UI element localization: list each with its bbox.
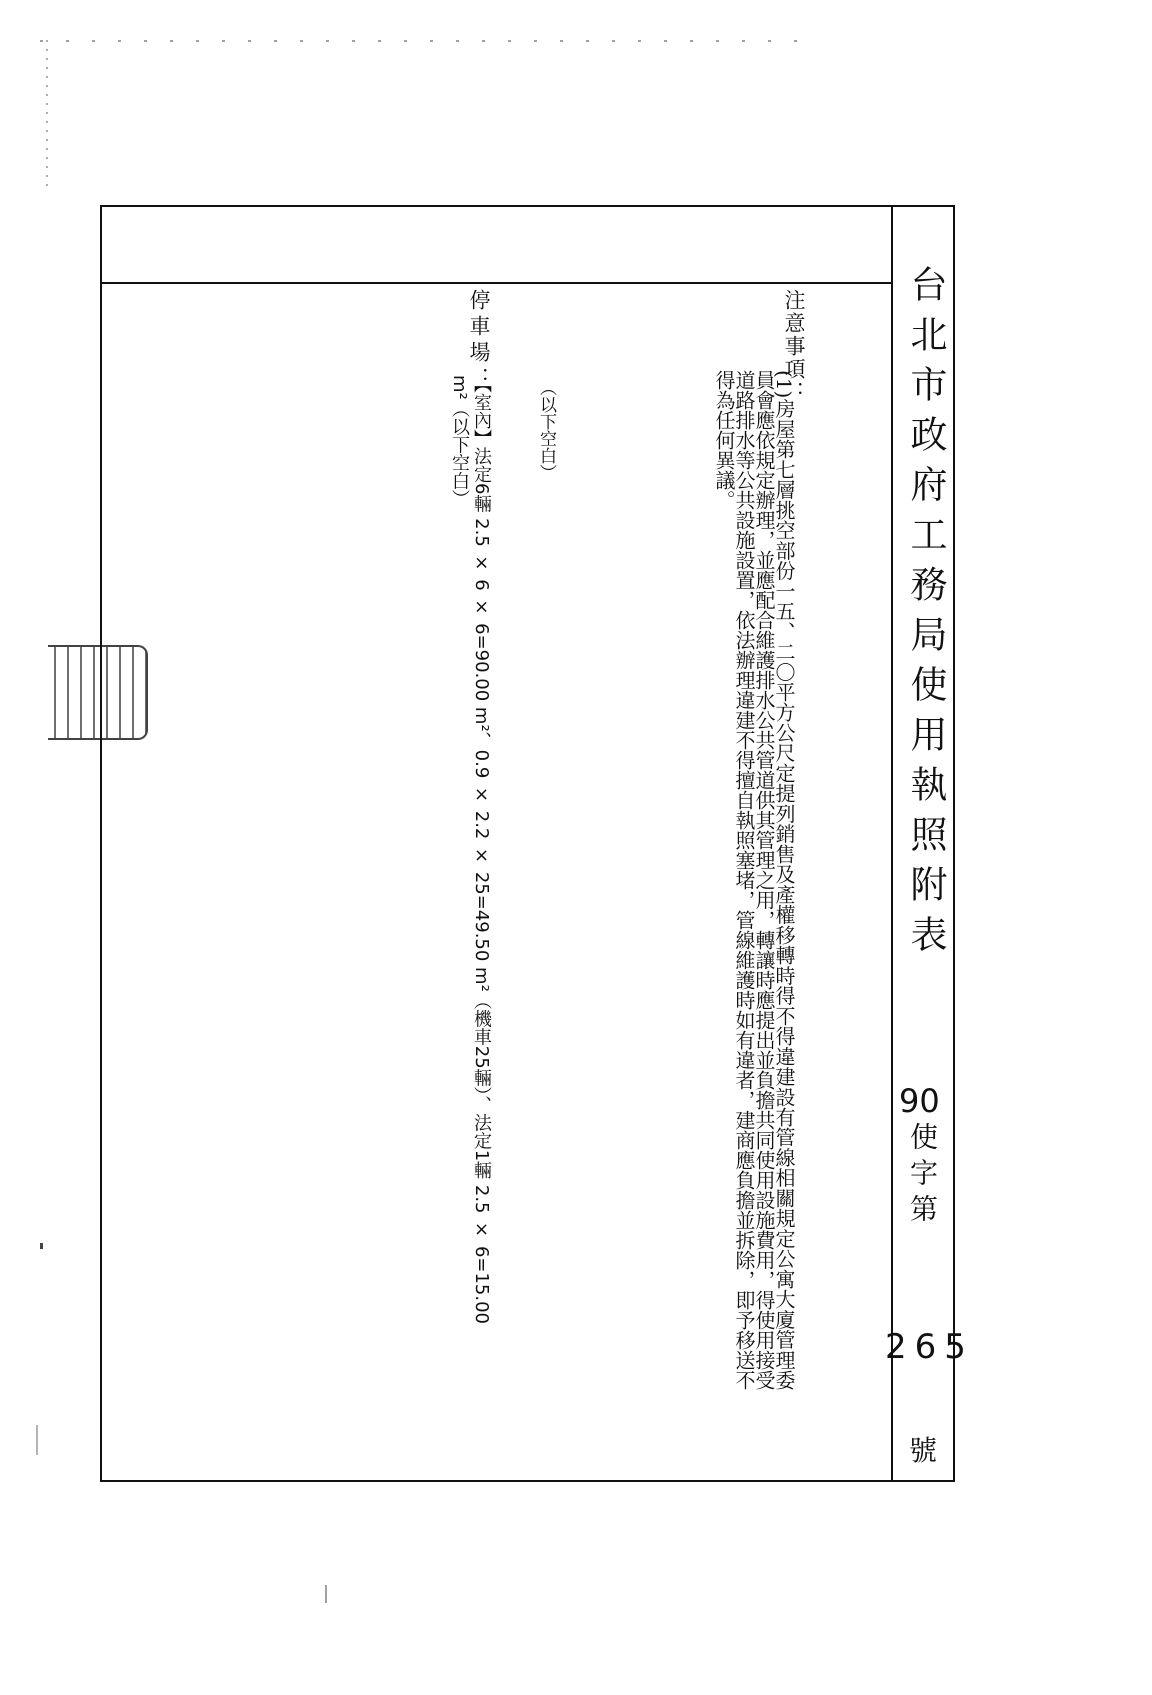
- notes-body: (1)房屋第七層挑空部份一五、二〇平方公尺定提列銷售及產權移轉時得不得違建設有管線相關規定公寓大廈管理委員會應依規定辦理，並應配合維護排水公共管道供其管理之用，轉讓時應提出並負擔共同使用設施費用，得使用接受道路排水等公共設施設置，依法辦理違建不得擅自執照塞堵，管線維護時如有違者，建商應負擔並拆除，即予移送不得為任何異議。: [712, 370, 796, 1390]
- parking-line-2: m²（以下空白）: [449, 375, 470, 508]
- document-number: 265: [885, 1327, 974, 1367]
- document-number-suffix: 號: [909, 1434, 938, 1467]
- scan-noise-left: [46, 40, 48, 190]
- parking-heading: 停車場：: [467, 289, 491, 393]
- document-title: 台北市政府工務局使用執照附表: [904, 265, 947, 965]
- scan-speck: [36, 1425, 38, 1455]
- title-column: [885, 207, 974, 1480]
- scan-noise-top: [40, 40, 820, 42]
- scan-speck: [325, 1585, 327, 1603]
- notes-blank-marker: （以下空白）: [536, 379, 556, 481]
- document-type: 使字第: [906, 1122, 939, 1230]
- parking-line-1: 【室內】法定6輛 2.5 × 6 × 6=90.00 m²、0.9 × 2.2 × 25=49.50 m²（機車25輛）、法定1輛 2.5 × 6=15.00: [471, 375, 492, 1325]
- header-band: [102, 207, 891, 284]
- document-frame: [100, 205, 974, 1482]
- notes-heading: 注意事項：: [782, 289, 806, 404]
- document-year: 90: [899, 1082, 940, 1120]
- scan-speck: [40, 1243, 43, 1249]
